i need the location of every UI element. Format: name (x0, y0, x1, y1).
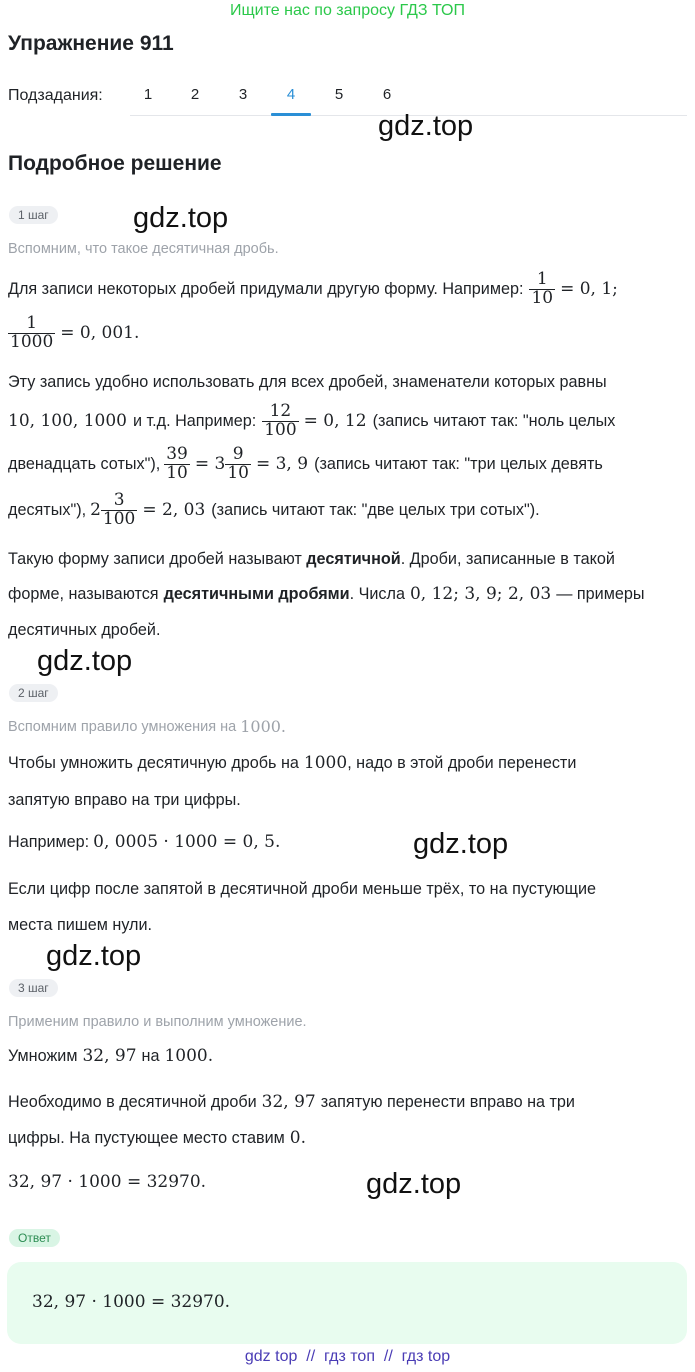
numerator: 9 (232, 443, 244, 464)
math: 1000 (303, 753, 348, 773)
math: = 0, 1; (560, 279, 618, 299)
step-2-hint (8, 717, 286, 736)
denominator: 10 (227, 462, 249, 483)
active-tab-indicator (271, 113, 311, 116)
step-1-paragraph-2-line-4 (8, 487, 540, 533)
text: десятых"), (8, 500, 87, 519)
watermark: gdz.top (46, 940, 142, 972)
step-3-hint: Применим правило и выполним умножение. (8, 1014, 307, 1030)
text: цифры. На пустующее место ставим (8, 1128, 285, 1147)
watermark: gdz.top (378, 110, 474, 142)
math: = 3 (194, 454, 226, 474)
text: (запись читают так: "ноль целых (372, 411, 616, 430)
numerator: 39 (166, 443, 188, 464)
page-title: Упражнение 911 (8, 32, 174, 55)
denominator: 100 (264, 419, 297, 440)
footer-links[interactable]: gdz top // гдз топ // гдз top (244, 1348, 451, 1365)
text: , надо в этой дроби перенести (347, 753, 577, 772)
numerator: 1 (26, 312, 38, 333)
fraction (164, 443, 190, 483)
math: = 3, 9 (255, 454, 309, 474)
text: и т.д. Например: (132, 411, 257, 430)
text: форме, называются (8, 584, 159, 603)
math: 1000. (240, 717, 287, 736)
text: — примеры (556, 584, 645, 603)
math: = 0, 12 (303, 411, 367, 431)
math: 1000. (164, 1046, 214, 1066)
text: Такую форму записи дробей называют (8, 550, 302, 568)
step-3-paragraph-2-line-2 (8, 1128, 306, 1148)
subtasks-label: Подзадания: (8, 87, 103, 104)
text: Для записи некоторых дробей придумали другую форму. Например: (8, 279, 524, 298)
text: запятую перенести вправо на три (320, 1092, 575, 1111)
text: Умножим (8, 1046, 78, 1065)
text: . Дроби, записанные в такой (400, 550, 615, 568)
tab-subtask-5[interactable]: 5 (334, 86, 344, 103)
math: 0. (289, 1128, 306, 1148)
step-1-hint: Вспомним, что такое десятичная дробь. (8, 241, 279, 257)
step-2-badge: 2 шаг (9, 684, 58, 702)
denominator: 10 (531, 287, 554, 308)
math: 0, 12; 3, 9; 2, 03 (409, 584, 552, 604)
section-title: Подробное решение (8, 152, 222, 175)
fraction (225, 443, 251, 483)
math: = 2, 03 (142, 500, 206, 520)
answer-badge: Ответ (9, 1229, 60, 1247)
step-1-badge: 1 шаг (9, 206, 58, 224)
denominator: 1000 (10, 331, 54, 352)
denominator: 10 (166, 462, 188, 483)
search-promo-banner: Ищите нас по запросу ГДЗ ТОП (230, 2, 465, 19)
numerator: 1 (536, 268, 548, 289)
text: Вспомним правило умножения на (8, 718, 237, 735)
text: Необходимо в десятичной дроби (8, 1092, 257, 1111)
step-2-example (8, 832, 280, 852)
watermark: gdz.top (37, 645, 133, 677)
math: = 0, 001. (60, 323, 140, 343)
fraction (8, 312, 55, 352)
step-3-paragraph-2-line-1 (8, 1092, 575, 1112)
step-2-paragraph-1-line-2: запятую вправо на три цифры. (8, 791, 241, 809)
step-2-paragraph-3-line-1: Если цифр после запятой в десятичной дроби меньше трёх, то на пустующие (8, 880, 597, 898)
watermark: gdz.top (413, 828, 509, 860)
step-1-paragraph-2-line-3 (8, 441, 603, 487)
step-2-paragraph-1-line-1 (8, 753, 576, 773)
answer-value: 32, 97 · 1000 = 32970. (32, 1292, 231, 1312)
text: (запись читают так: "три целых девять (314, 454, 603, 473)
text: Например: (8, 832, 90, 851)
step-1-paragraph-2-line-1: Эту запись удобно использовать для всех дробей, знаменатели которых равны (8, 373, 607, 391)
text: двенадцать сотых"), (8, 454, 161, 473)
step-1-paragraph-2-line-2 (8, 398, 615, 444)
step-3-result: 32, 97 · 1000 = 32970. (8, 1172, 207, 1192)
step-1-paragraph-3-line-3: десятичных дробей. (8, 621, 161, 639)
fraction (101, 489, 137, 529)
tab-subtask-4[interactable]: 4 (286, 86, 296, 103)
numerator: 12 (269, 400, 292, 421)
step-1-paragraph-1b (8, 310, 139, 356)
tab-subtask-6[interactable]: 6 (382, 86, 392, 103)
text: . Числа (349, 584, 405, 603)
text: Чтобы умножить десятичную дробь на (8, 753, 299, 772)
math: 2 (90, 500, 101, 520)
numerator: 3 (113, 489, 125, 510)
text: (запись читают так: "две целых три сотых"). (211, 500, 540, 519)
tab-subtask-2[interactable]: 2 (190, 86, 200, 103)
math: 32, 97 (82, 1046, 137, 1066)
step-3-badge: 3 шаг (9, 979, 58, 997)
math: 32, 97 (261, 1092, 316, 1112)
tab-subtask-3[interactable]: 3 (238, 86, 248, 103)
step-1-paragraph-3-line-1 (8, 550, 615, 569)
step-2-paragraph-3-line-2: места пишем нули. (8, 916, 153, 934)
denominator: 100 (102, 508, 136, 529)
watermark: gdz.top (133, 202, 229, 234)
math: 10, 100, 1000 (8, 411, 127, 431)
math: 0, 0005 · 1000 = 0, 5. (93, 832, 281, 852)
step-1-paragraph-1a (8, 266, 618, 312)
step-3-paragraph-1 (8, 1046, 213, 1066)
term-decimal: десятичной (306, 550, 401, 568)
fraction (262, 400, 298, 440)
tab-subtask-1[interactable]: 1 (143, 86, 153, 103)
text: на (141, 1046, 160, 1065)
step-1-paragraph-3-line-2 (8, 584, 644, 604)
fraction (529, 268, 555, 308)
watermark: gdz.top (366, 1168, 462, 1200)
term-decimal-fractions: десятичными дробями (163, 584, 350, 603)
